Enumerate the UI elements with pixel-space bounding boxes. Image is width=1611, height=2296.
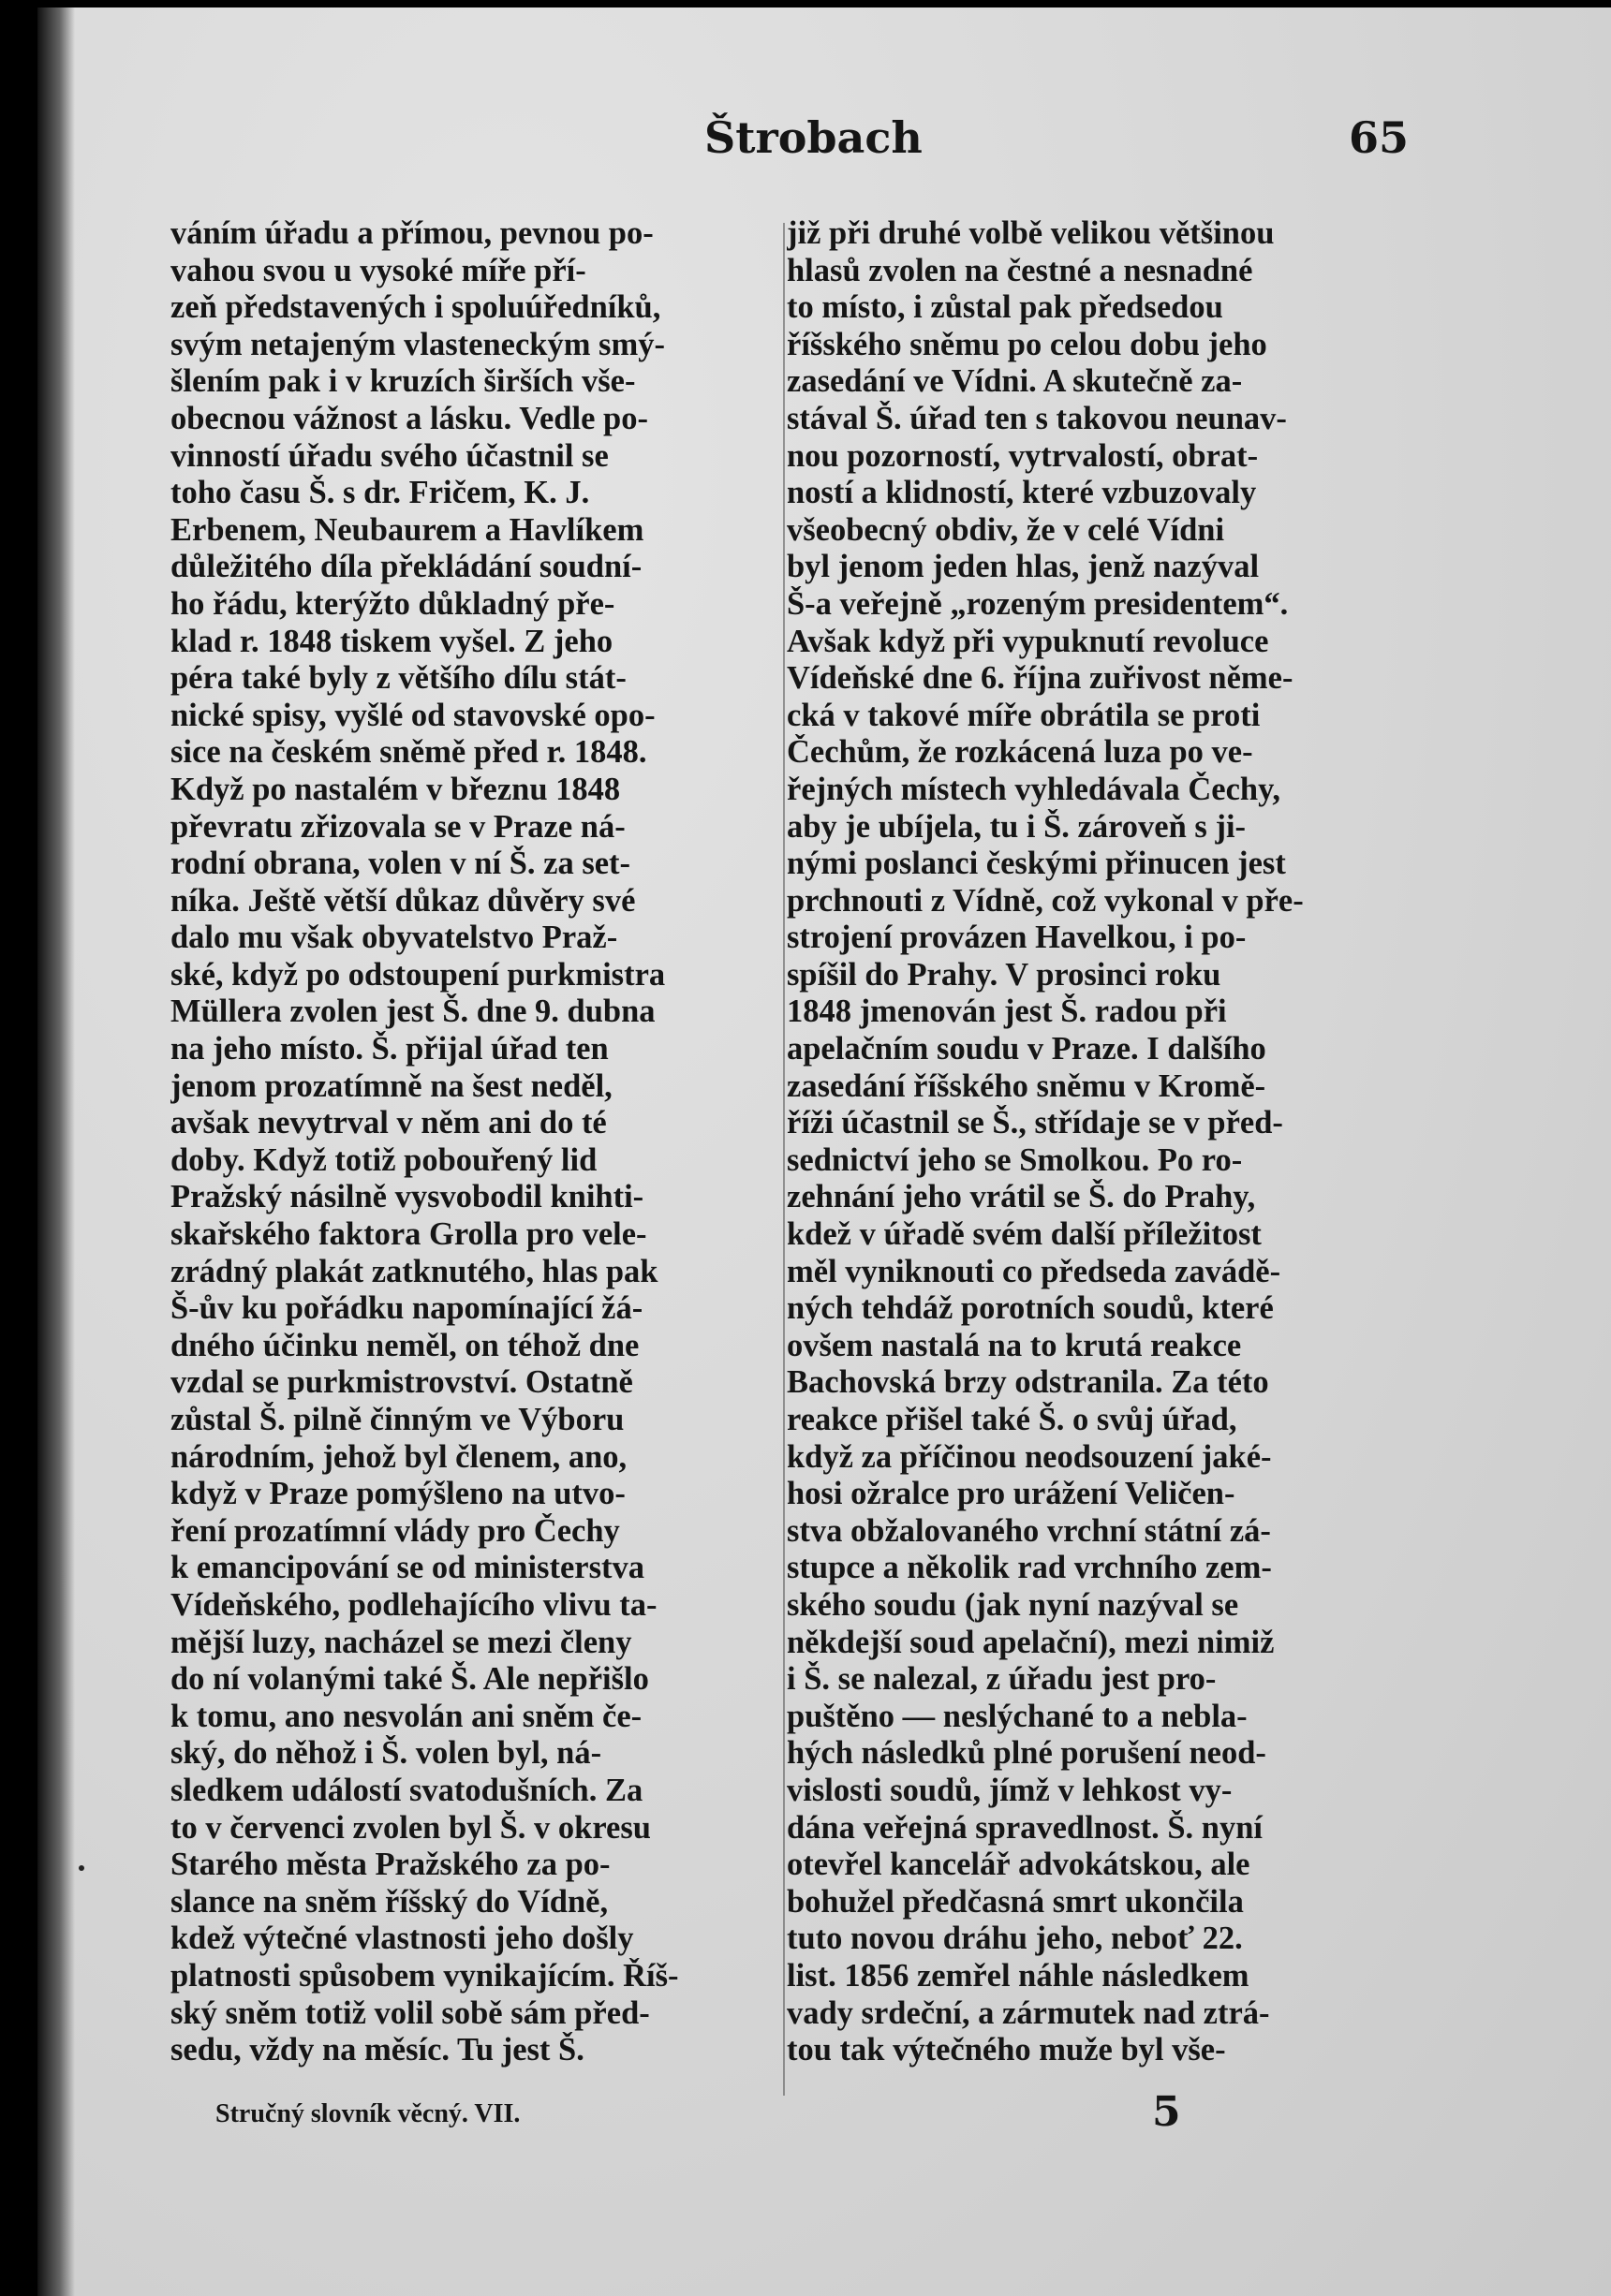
text-line: Š-a veřejně „rozeným presidentem“. xyxy=(787,585,1289,622)
text-line: do ní volanými také Š. Ale nepřišlo xyxy=(170,1661,649,1698)
text-line: vzdal se purkmistrovství. Ostatně xyxy=(170,1364,633,1401)
text-line: nou pozorností, vytrvalostí, obrat- xyxy=(787,437,1259,474)
text-line: zasedání ve Vídni. A skutečně za- xyxy=(787,363,1243,400)
text-line: hých následků plné porušení neod- xyxy=(787,1735,1266,1772)
text-line: list. 1856 zemřel náhle následkem xyxy=(787,1957,1249,1994)
text-line: hosi ožralce pro urážení Veličen- xyxy=(787,1476,1235,1512)
text-line: Erbenem, Neubaurem a Havlíkem xyxy=(170,511,644,548)
text-line: zrádný plakát zatknutého, hlas pak xyxy=(170,1253,658,1289)
text-line: dného účinku neměl, on téhož dne xyxy=(170,1327,640,1363)
text-line: byl jenom jeden hlas, jenž nazýval xyxy=(787,549,1260,585)
text-line: převratu zřizovala se v Praze ná- xyxy=(170,808,626,845)
right-column xyxy=(787,215,1442,2069)
text-line: národním, jehož byl členem, ano, xyxy=(170,1438,628,1475)
text-line: sledkem událostí svatodušních. Za xyxy=(170,1772,643,1808)
text-line: péra také byly z většího dílu stát- xyxy=(170,660,627,697)
text-line: ské, když po odstoupení purkmistra xyxy=(170,956,666,993)
text-line: vady srdeční, a zármutek nad ztrá- xyxy=(787,1994,1270,2031)
text-line: ho řádu, kterýžto důkladný pře- xyxy=(170,585,615,622)
text-line: níka. Ještě větší důkaz důvěry své xyxy=(170,882,636,919)
text-line: doby. Když totiž pobouřený lid xyxy=(170,1141,598,1178)
text-line: stva obžalovaného vrchní státní zá- xyxy=(787,1512,1271,1549)
text-line: tou tak výtečného muže byl vše- xyxy=(787,2032,1226,2068)
text-line: kdež v úřadě svém další příležitost xyxy=(787,1216,1262,1253)
text-line: k tomu, ano nesvolán ani sněm če- xyxy=(170,1698,643,1734)
text-line: již při druhé volbě velikou většinou xyxy=(787,215,1275,251)
text-line: jenom prozatímně na šest neděl, xyxy=(170,1067,613,1104)
text-line: dána veřejná spravedlnost. Š. nyní xyxy=(787,1809,1263,1846)
ink-speck xyxy=(79,1865,84,1871)
text-line: nými poslanci českými přinucen jest xyxy=(787,846,1286,882)
text-line: k emancipování se od ministerstva xyxy=(170,1550,645,1586)
text-line: vahou svou u vysoké míře pří- xyxy=(170,252,586,288)
text-line: hlasů zvolen na čestné a nesnadné xyxy=(787,252,1253,288)
text-line: puštěno — neslýchané to a nebla- xyxy=(787,1698,1248,1734)
text-line: ský sněm totiž volil sobě sám před- xyxy=(170,1994,650,2031)
text-line: vislosti soudů, jímž v lehkost vy- xyxy=(787,1772,1233,1808)
text-line: rodní obrana, volen v ní Š. za set- xyxy=(170,846,631,882)
text-line: otevřel kancelář advokátskou, ale xyxy=(787,1847,1250,1883)
footer-signature: Stručný slovník věcný. VII. xyxy=(215,2099,521,2128)
text-line: měl vyniknouti co předseda zavádě- xyxy=(787,1253,1281,1289)
text-line: to místo, i zůstal pak předsedou xyxy=(787,289,1223,326)
text-line: stával Š. úřad ten s takovou neunav- xyxy=(787,400,1287,436)
text-line: sice na českém sněmě před r. 1848. xyxy=(170,734,647,771)
text-line: Starého města Pražského za po- xyxy=(170,1847,611,1883)
text-line: Müllera zvolen jest Š. dne 9. dubna xyxy=(170,993,656,1030)
text-line: důležitého díla překládání soudní- xyxy=(170,549,643,585)
text-line: aby je ubíjela, tu i Š. zároveň s ji- xyxy=(787,808,1247,845)
text-line: sedu, vždy na měsíc. Tu jest Š. xyxy=(170,2032,584,2068)
text-line: cká v takové míře obrátila se proti xyxy=(787,697,1261,733)
text-line: nické spisy, vyšlé od stavovské opo- xyxy=(170,697,656,733)
text-line: stupce a několik rad vrchního zem- xyxy=(787,1550,1272,1586)
text-line: Š-ův ku pořádku napomínající žá- xyxy=(170,1290,643,1327)
left-column xyxy=(170,215,757,2069)
text-line: Vídeňské dne 6. října zuřivost něme- xyxy=(787,660,1293,697)
text-line: Bachovská brzy odstranila. Za této xyxy=(787,1364,1269,1401)
text-line: ných tehdáž porotních soudů, které xyxy=(787,1290,1274,1327)
text-line: platnosti spůsobem vynikajícím. Říš- xyxy=(170,1957,679,1994)
text-line: všeobecný obdiv, že v celé Vídni xyxy=(787,511,1225,548)
text-line: na jeho místo. Š. přijal úřad ten xyxy=(170,1031,609,1067)
text-line: Když po nastalém v březnu 1848 xyxy=(170,771,621,807)
running-header-title: Štrobach xyxy=(704,112,923,163)
text-line: ský, do něhož i Š. volen byl, ná- xyxy=(170,1735,602,1772)
spine-shadow xyxy=(37,7,75,2296)
footer-sheet-number: 5 xyxy=(1152,2088,1181,2136)
text-line: zehnání jeho vrátil se Š. do Prahy, xyxy=(787,1179,1256,1215)
text-line: tuto novou dráhu jeho, neboť 22. xyxy=(787,1921,1243,1957)
text-line: když v Praze pomýšleno na utvo- xyxy=(170,1476,626,1512)
text-line: říšského sněmu po celou dobu jeho xyxy=(787,326,1267,362)
text-line: někdejší soud apelační), mezi nimiž xyxy=(787,1624,1275,1660)
text-line: ností a klidností, které vzbuzovaly xyxy=(787,475,1257,511)
text-line: prchnouti z Vídně, což vykonal v pře- xyxy=(787,882,1304,919)
text-line: Pražský násilně vysvobodil knihti- xyxy=(170,1179,644,1215)
text-line: zasedání říšského sněmu v Kromě- xyxy=(787,1067,1266,1104)
text-line: reakce přišel také Š. o svůj úřad, xyxy=(787,1402,1237,1437)
text-line: mější luzy, nacházel se mezi členy xyxy=(170,1624,632,1660)
text-line: toho času Š. s dr. Fričem, K. J. xyxy=(170,475,590,511)
column-divider xyxy=(783,223,785,2096)
text-line: ského soudu (jak nyní nazýval se xyxy=(787,1586,1239,1623)
text-line: apelačním soudu v Praze. I dalšího xyxy=(787,1031,1266,1067)
text-line: když za příčinou neodsouzení jaké- xyxy=(787,1438,1272,1475)
text-line: Vídeňského, podlehajícího vlivu ta- xyxy=(170,1586,658,1623)
text-line: obecnou vážnost a lásku. Vedle po- xyxy=(170,400,648,436)
text-line: Čechům, že rozkácená luza po ve- xyxy=(787,734,1253,771)
text-line: zeň představených i spoluúředníků, xyxy=(170,289,661,326)
text-line: slance na sněm říšský do Vídně, xyxy=(170,1883,609,1920)
text-line: sednictví jeho se Smolkou. Po ro- xyxy=(787,1141,1243,1178)
text-line: svým netajeným vlasteneckým smý- xyxy=(170,326,665,362)
text-line: ovšem nastalá na to krutá reakce xyxy=(787,1327,1242,1363)
text-line: spíšil do Prahy. V prosinci roku xyxy=(787,956,1221,993)
text-line: vinností úřadu svého účastnil se xyxy=(170,437,609,474)
text-line: bohužel předčasná smrt ukončila xyxy=(787,1883,1244,1920)
text-line: 1848 jmenován jest Š. radou při xyxy=(787,993,1227,1030)
text-line: strojení provázen Havelkou, i po- xyxy=(787,920,1247,956)
text-line: šlením pak i v kruzích širších vše- xyxy=(170,363,636,400)
text-line: avšak nevytrval v něm ani do té xyxy=(170,1105,607,1141)
text-line: kdež výtečné vlastnosti jeho došly xyxy=(170,1921,634,1957)
text-line: klad r. 1848 tiskem vyšel. Z jeho xyxy=(170,623,613,659)
text-line: Avšak když při vypuknutí revoluce xyxy=(787,623,1269,659)
text-line: říži účastnil se Š., střídaje se v před- xyxy=(787,1105,1283,1141)
text-line: zůstal Š. pilně činným ve Výboru xyxy=(170,1402,625,1437)
text-line: i Š. se nalezal, z úřadu jest pro- xyxy=(787,1661,1217,1698)
page-number: 65 xyxy=(1349,112,1410,163)
text-line: váním úřadu a přímou, pevnou po- xyxy=(170,215,654,251)
book-page xyxy=(37,7,1611,2296)
text-line: dalo mu však obyvatelstvo Praž- xyxy=(170,920,618,956)
text-line: řejných místech vyhledávala Čechy, xyxy=(787,771,1281,807)
text-line: ření prozatímní vlády pro Čechy xyxy=(170,1512,620,1549)
text-line: to v červenci zvolen byl Š. v okresu xyxy=(170,1809,651,1846)
text-line: skařského faktora Grolla pro vele- xyxy=(170,1216,647,1253)
